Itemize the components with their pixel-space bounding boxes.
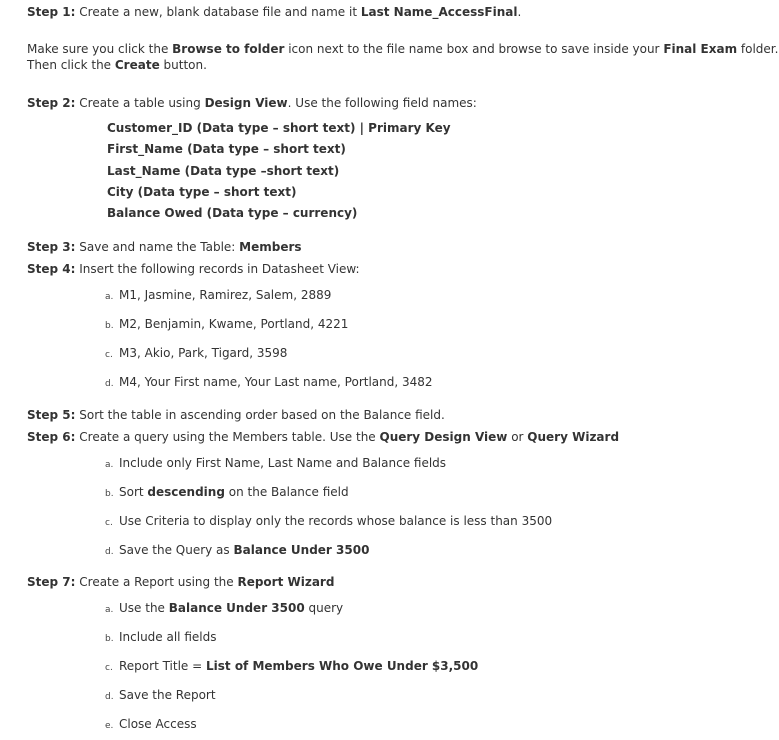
step-2: Step 2: Create a table using Design View. Use the following field names: (27, 96, 477, 110)
field-first-name: First_Name (Data type – short text) (107, 142, 346, 156)
list-item: a. Use the Balance Under 3500 query (105, 601, 344, 615)
step-1-note-line-1: Make sure you click the Browse to folder icon next to the file name box and browse to save inside your Final Exam folder. (27, 42, 779, 56)
list-item: a. M1, Jasmine, Ramirez, Salem, 2889 (105, 288, 332, 302)
list-item: b. Include all fields (105, 630, 217, 644)
list-item: e. Close Access (105, 717, 197, 731)
step-6: Step 6: Create a query using the Members table. Use the Query Design View or Query Wizard (27, 430, 620, 444)
list-item: d. Save the Query as Balance Under 3500 (105, 543, 370, 557)
list-item: c. Use Criteria to display only the records whose balance is less than 3500 (105, 514, 553, 528)
field-balance-owed: Balance Owed (Data type – currency) (107, 206, 358, 220)
list-item: c. Report Title = List of Members Who Owe Under $3,500 (105, 659, 479, 673)
list-item: b. M2, Benjamin, Kwame, Portland, 4221 (105, 317, 349, 331)
list-item: d. M4, Your First name, Your Last name, Portland, 3482 (105, 375, 433, 389)
field-customer-id: Customer_ID (Data type – short text) | Primary Key (107, 121, 451, 135)
list-item: b. Sort descending on the Balance field (105, 485, 349, 499)
step-1: Step 1: Create a new, blank database file and name it Last Name_AccessFinal. (27, 5, 522, 19)
step-7: Step 7: Create a Report using the Report Wizard (27, 575, 335, 589)
step-4: Step 4: Insert the following records in Datasheet View: (27, 262, 360, 276)
field-city: City (Data type – short text) (107, 185, 297, 199)
step-3: Step 3: Save and name the Table: Members (27, 240, 302, 254)
list-item: a. Include only First Name, Last Name and Balance fields (105, 456, 447, 470)
step-1-note-line-2: Then click the Create button. (27, 58, 207, 72)
step-5: Step 5: Sort the table in ascending order based on the Balance field. (27, 408, 445, 422)
list-item: d. Save the Report (105, 688, 216, 702)
field-last-name: Last_Name (Data type –short text) (107, 164, 340, 178)
list-item: c. M3, Akio, Park, Tigard, 3598 (105, 346, 288, 360)
